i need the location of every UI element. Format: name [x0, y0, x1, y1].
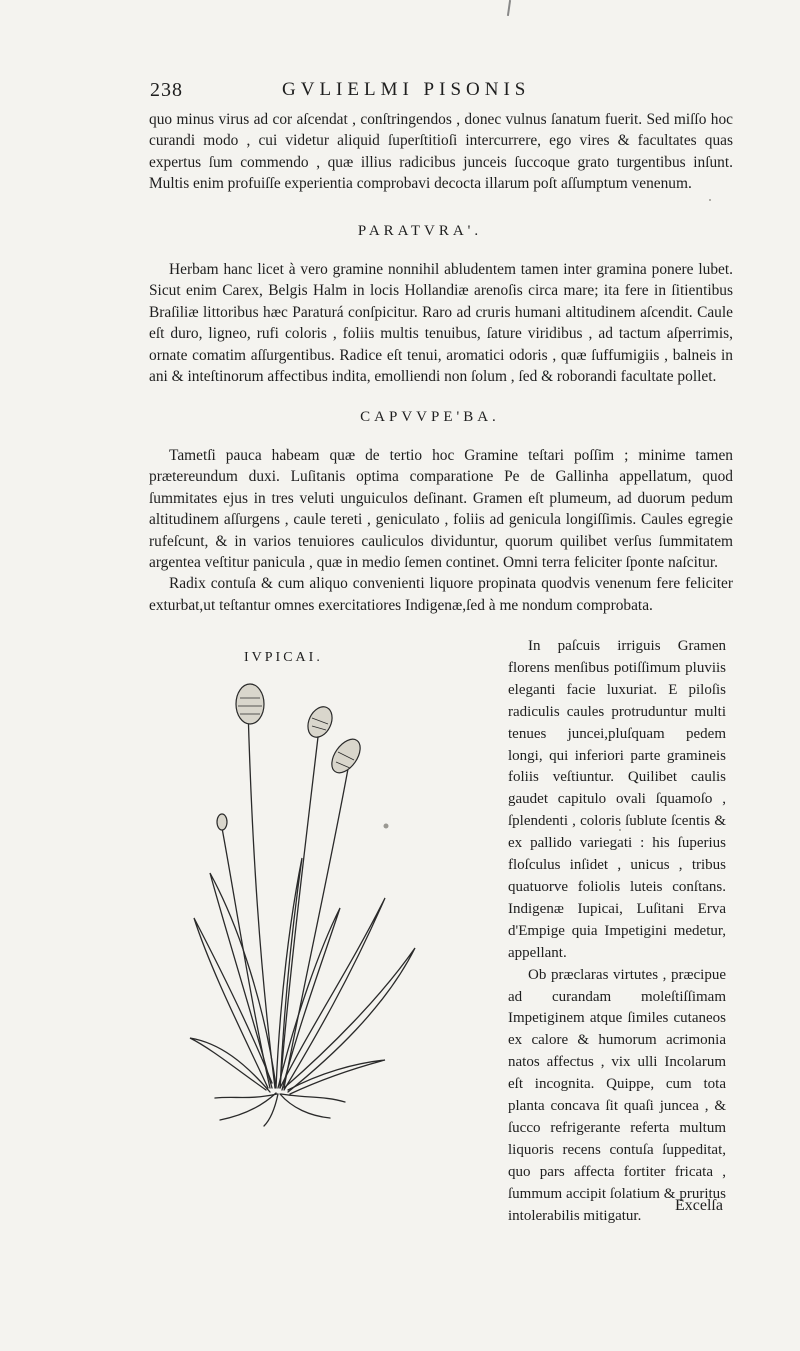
- paragraph-text: Ob præclaras virtutes , præcipue ad curandam moleſtiſſimam Impetiginem atque ſimiles cutaneos ex calore & humorum acrimonia natos affectus , vix ulli Incolarum eſt incognita. Quippe, cum tota planta concava ſit quaſi juncea , & ſucco refrigerante referta multum liquoris recens contuſa ſuppeditat, quo pars affecta fortiter fricata , ſummum accipit ſolatium & pruritus intolerabilis mitigatur.: [508, 966, 726, 1224]
- paragraph-text: Radix contuſa & cum aliquo convenienti liquore propinata quodvis venenum fere feliciter exturbat,ut teſtantur omnes exercitatiores Indigenæ,ſed à me nondum comprobata.: [149, 575, 733, 614]
- paragraph-capuupeba: [149, 445, 733, 616]
- paragraph-text: Herbam hanc licet à vero gramine nonnihil abludentem tamen inter gramina ponere lubet. Sicut enim Carex, Belgis Halm in locis Hollandiæ arenoſis circa mare; ita fere in ſitientibus Braſiliæ littoribus hæc Paraturá conſpicitur. Raro ad cruris humani altitudinem aſcendit. Caule eſt duro, ligneo, rufi coloris , foliis multis tenuibus, ſature viridibus , ad tactum aſperrimis, ornate comatim aſſurgentibus. Radice eſt tenui, aromatici odoris , quæ ſuffumigiis , balneis in ani & inteſtinorum affectibus indita, emolliendi non ſolum , ſed & roborandi facultate pollet.: [149, 261, 733, 386]
- page-header: [150, 79, 710, 109]
- running-head: GVLIELMI PISONIS: [282, 79, 531, 100]
- section-heading-paratura: PARATVRA'.: [357, 223, 483, 239]
- paragraph-continuation: [149, 109, 733, 195]
- paragraph-text: quo minus virus ad cor aſcendat , conſtringendos , donec vulnus ſanatum fuerit. Sed miſſo hoc curandi modo , cui videtur aliquid ſuperſtitioſi intercurrere, ego vires & facultates quas expertus ſum commendo , quæ illius radicibus junceis ſuccoque grato turgentibus inſunt. Multis enim profuiſſe experientia comprobavi decocta illarum poſt aſſumptum venenum.: [149, 111, 733, 193]
- paragraph-text: In paſcuis irriguis Gramen florens menſibus potiſſimum pluviis eleganti facie luxuriat. E piloſis radiculis caules protruduntur multi tenues juncei,pluſquam pedem longi, qui inferiori parte gramineis foliis veſtiuntur. Quilibet caulis gaudet capitulo ovali ſquamoſo , ſplendenti , coloris ſublute ſcentis & ex pallido variegati : his ſuperius floſculus inſidet , unicus , tribus quatuorve foliolis luteis conſtans. Indigenæ Iupicai, Luſitani Erva d'Empige quia Impetigini medetur, appellant.: [508, 638, 726, 961]
- catchword: Excelſa: [675, 1197, 723, 1214]
- side-column: [508, 636, 726, 1227]
- ink-mark: [507, 0, 511, 16]
- page-number: 238: [150, 79, 183, 101]
- paragraph-paratura: [149, 259, 733, 387]
- plant-illustration: [180, 668, 440, 1128]
- paragraph-text: Tametſi pauca habeam quæ de tertio hoc Gramine teſtari poſſim ; minime tamen prætereundum duxi. Luſitanis optima comparatione Pe de Gallinha appellatum, quod ſummitates ejus in tres veluti unguiculos deſinant. Gramen eſt plumeum, ad duorum pedum altitudinem aſſurgens , caule tereti , geniculato , foliis ad genicula longiſſimis. Caules egregie rufeſcunt, & in varios tenuiores cauliculos dividuntur, quorum quilibet verſus ſummitatem argentea veſtitur panicula , quæ in medio ſemen continet. Omni terra feliciter ſponte naſcitur.: [149, 447, 733, 572]
- section-heading-capuupeba: CAPVVPE'BA.: [360, 409, 500, 425]
- figure-label: IVPICAI.: [244, 650, 323, 665]
